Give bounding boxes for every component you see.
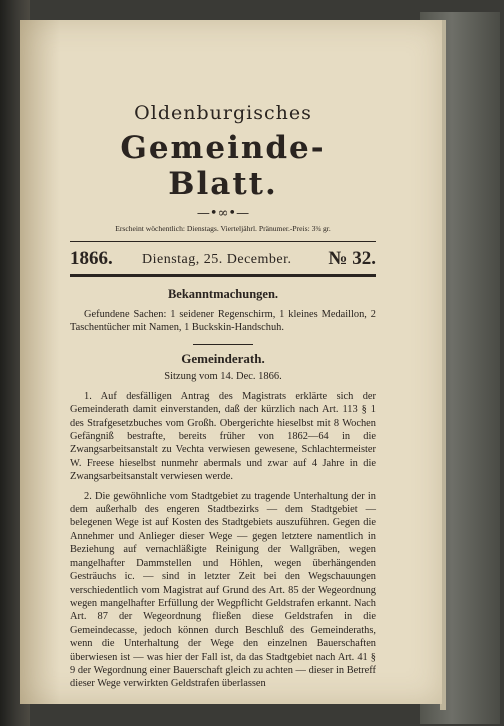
dateline (70, 248, 376, 272)
issue-date: Dienstag, 25. December. (142, 252, 292, 267)
council-paragraph-1: 1. Auf desfälligen Antrag des Magistrats erklärte sich der Gemeinderath damit einverstanden, daß der kürzlich nach Art. 113 § 1 des Strafgesetzbuches vom Großh. Obergerichte hieselbst mit 8 Wochen Gefängniß bestrafte, bereits früher von 1862—64 in die Zwangsarbeitsanstalt zu Vechta verwiesen gewesene, Schlachtermeister W. Freese hieselbst nunmehr abermals und zwar auf 4 Jahre in die Zwangsarbeitsanstalt verwiesen werde. (70, 390, 376, 483)
issue-year: 1866. (70, 248, 113, 269)
dateline-top-rule (70, 241, 376, 242)
page-content (70, 78, 376, 691)
section-divider (193, 344, 253, 345)
announcements-text: Gefundene Sachen: 1 seidener Regenschirm, 1 kleines Medaillon, 2 Taschentücher mit Namen, 1 Buckskin-Handschuh. (70, 309, 376, 334)
issue-number: № 32. (328, 248, 376, 269)
council-heading: Gemeinderath. (181, 350, 265, 366)
dateline-bottom-rule (70, 274, 376, 277)
gutter-shadow (20, 20, 60, 704)
council-paragraph-2: 2. Die gewöhnliche vom Stadtgebiet zu tragende Unterhaltung der in dem außerhalb des engeren Stadtbezirks — dem Stadtgebiet — belegenen Wege ist auf Kosten des Stadtgebiets auszuführen. Gegen die Annehmer und Anlieger dieser Wege — gegen letztere namentlich in Beziehung auf vernachläßigte Reinigung der Wallgräben, wegen mangelhafter Dammstellen und Höhlen, wegen überhängenden Gesträuchs ic. — sind in letzter Zeit bei den Wegschauungen verschiedentlich vom Magistrat auf Grund des Art. 85 der Wegeordnung wegen mangelhafter Erfüllung der Wegpflicht Geldstrafen erkannt. Nach Art. 87 der Wegeordnung fließen diese Geldstrafen in die Gemeindecasse, jedoch können durch Beschluß des Gemeinderaths, wenn die Unterhaltung der Wege den einzelnen Bauerschaften überwiesen ist — was hier der Fall ist, da das Stadtgebiet nach Art. 41 § 9 der Wegordnung einer Bauerschaft gleich zu achten — dieser in Betreff dieser Wege verwirkten Geldstrafen überlassen (70, 490, 376, 690)
ornament-divider: —•∞•— (196, 206, 250, 221)
publication-info: Erscheint wöchentlich: Dienstags. Vierteljährl. Pränumer.-Preis: 3¾ gr. (115, 224, 331, 233)
session-date: Sitzung vom 14. Dec. 1866. (164, 370, 282, 382)
masthead-subtitle: Oldenburgisches (134, 102, 312, 124)
masthead-title: Gemeinde-Blatt. (120, 130, 326, 202)
announcements-heading: Bekanntmachungen. (167, 287, 279, 301)
newspaper-page (20, 20, 442, 704)
